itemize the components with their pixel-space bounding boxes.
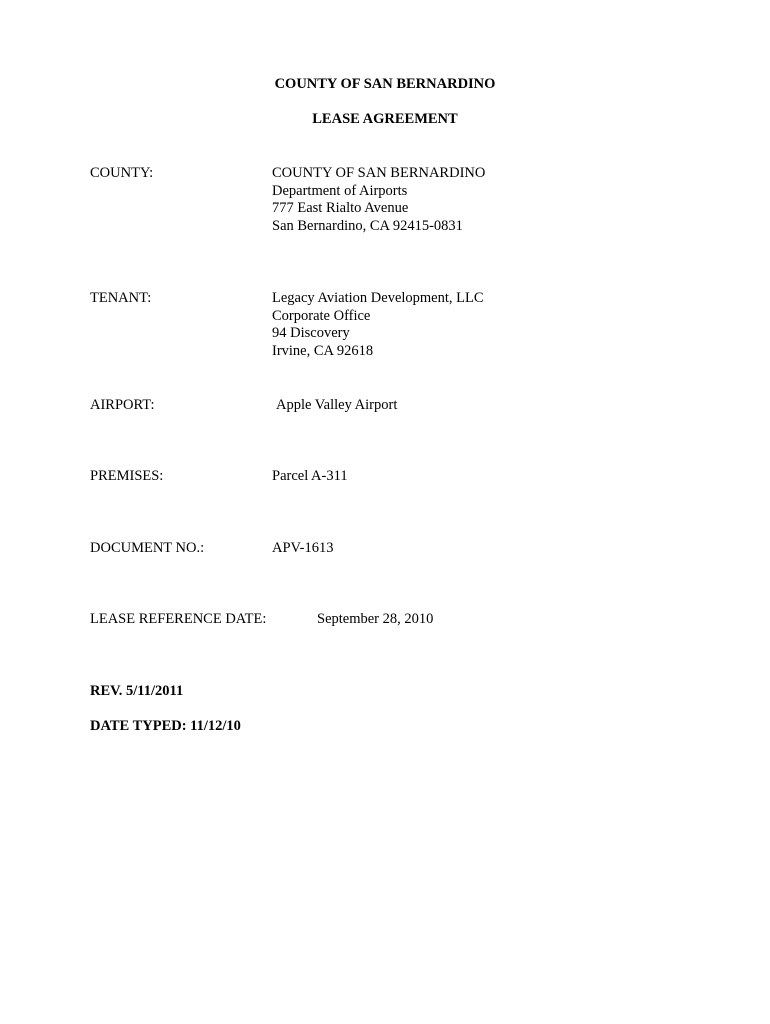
tenant-line-1: Legacy Aviation Development, LLC xyxy=(272,290,484,306)
premises-value: Parcel A-311 xyxy=(272,468,348,484)
revision-date: REV. 5/11/2011 xyxy=(90,683,184,699)
premises-label: PREMISES: xyxy=(90,468,164,484)
county-address xyxy=(272,165,485,236)
county-line-1: COUNTY OF SAN BERNARDINO xyxy=(272,165,486,181)
tenant-line-4: Irvine, CA 92618 xyxy=(272,343,374,360)
document-no-label: DOCUMENT NO.: xyxy=(90,540,205,556)
lease-reference-date-value: September 28, 2010 xyxy=(317,611,434,627)
tenant-line-2: Corporate Office xyxy=(272,307,371,324)
tenant-line-3: 94 Discovery xyxy=(272,325,350,342)
tenant-label: TENANT: xyxy=(90,290,152,306)
airport-label: AIRPORT: xyxy=(90,397,155,413)
document-no-value: APV-1613 xyxy=(272,540,334,556)
county-line-4: San Bernardino, CA 92415-0831 xyxy=(272,218,463,235)
document-title: COUNTY OF SAN BERNARDINO xyxy=(274,76,496,92)
county-line-3: 777 East Rialto Avenue xyxy=(272,200,409,217)
document-subtitle: LEASE AGREEMENT xyxy=(312,111,458,127)
airport-value: Apple Valley Airport xyxy=(276,397,398,413)
tenant-address xyxy=(272,290,484,361)
county-line-2: Department of Airports xyxy=(272,182,408,199)
lease-reference-date-label: LEASE REFERENCE DATE: xyxy=(90,611,267,627)
date-typed: DATE TYPED: 11/12/10 xyxy=(90,718,241,734)
county-label: COUNTY: xyxy=(90,165,154,181)
